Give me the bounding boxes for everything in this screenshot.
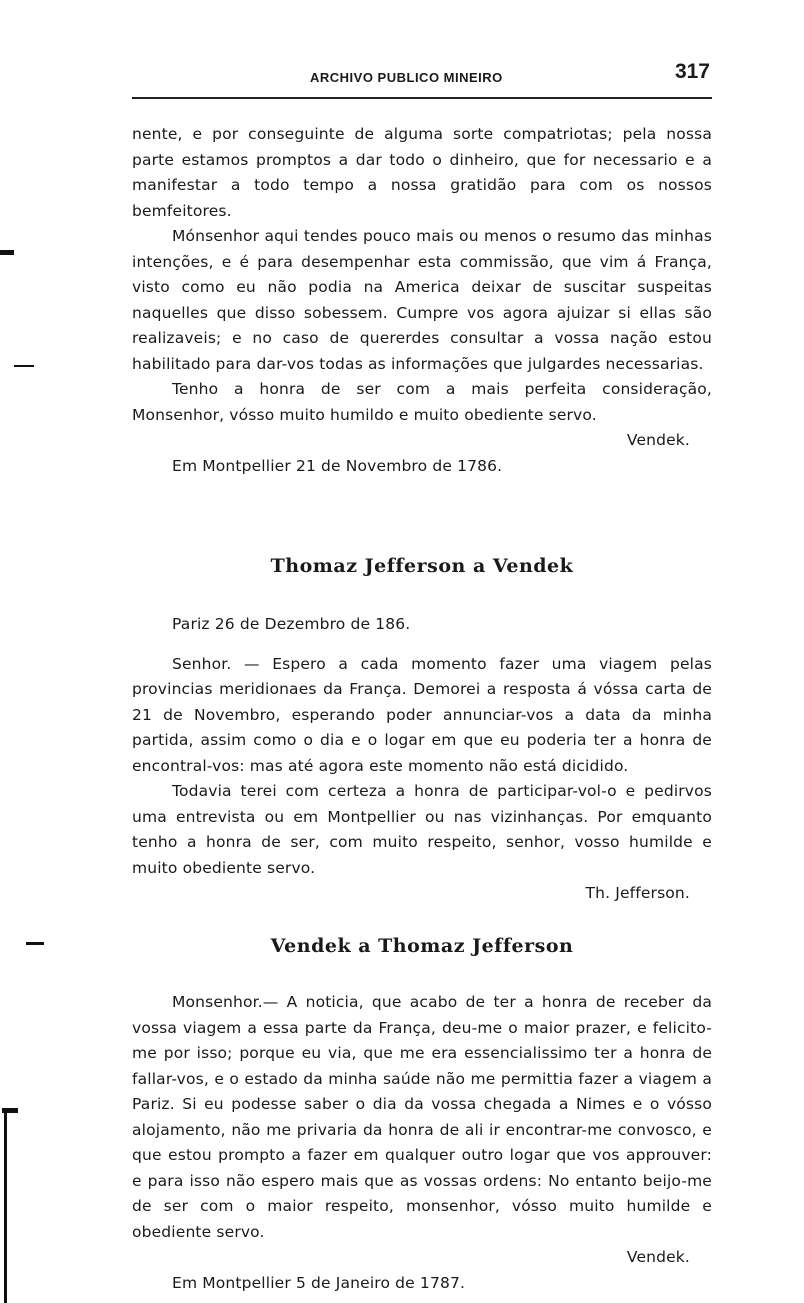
letter-2-body: [132, 612, 712, 907]
signature: Vendek.: [626, 1248, 690, 1266]
paragraph: Senhor. — Espero a cada momento fazer uma viagem pelas provincias meridionaes da França. Demorei a resposta á vóssa carta de 21 de Novembro, esperando poder annunciar-vos a data da minha partida, assim como o dia e o logar em que eu poderia ter a honra de encontral-vos: mas até agora este momento não está dicidido.: [132, 654, 712, 775]
running-title: ARCHIVO PUBLICO MINEIRO: [310, 70, 503, 85]
signature: Vendek.: [626, 431, 690, 449]
scan-edge-mark: [4, 1113, 7, 1303]
letter-heading: Vendek a Thomaz Jefferson: [270, 935, 574, 957]
paragraph: Tenho a honra de ser com a mais perfeita consideração, Monsenhor, vósso muito humildo e muito obediente servo.: [132, 380, 712, 424]
page-header: [132, 60, 712, 96]
signature: Th. Jefferson.: [585, 884, 690, 902]
paragraph: Todavia terei com certeza a honra de participar-vol-o e pedirvos uma entrevista ou em Montpellier ou nas vizinhanças. Por emquanto tenho a honra de ser, com muito respeito, senhor, vosso humilde e muito obediente servo.: [132, 782, 712, 877]
page-number: 317: [674, 60, 710, 83]
scan-edge-mark: [26, 942, 44, 945]
paragraph: nente, e por conseguinte de alguma sorte compatriotas; pela nossa parte estamos promptos a dar todo o dinheiro, que for necessario e a manifestar a todo tempo a nossa gratidão para com os nossos bemfeitores.: [132, 125, 712, 220]
date-line: Em Montpellier 21 de Novembro de 1786.: [172, 456, 503, 475]
letter-3-body: [132, 990, 712, 1296]
letter-heading: Thomaz Jefferson a Vendek: [270, 555, 574, 577]
date-line: Em Montpellier 5 de Janeiro de 1787.: [172, 1273, 466, 1292]
header-rule: [132, 97, 712, 99]
paragraph: Mónsenhor aqui tendes pouco mais ou menos o resumo das minhas intenções, e é para desempenhar esta commissão, que vim á França, visto como eu não podia na America deixar de suscitar suspeitas naquelles que disso sobessem. Cumpre vos agora ajuizar si ellas são realizaveis; e no caso de quererdes consultar a vossa nação estou habilitado para dar-vos todas as informações que julgardes necessarias.: [132, 227, 712, 373]
letter-1-continuation: [132, 122, 712, 479]
scan-edge-mark: [0, 250, 14, 255]
scan-edge-mark: [14, 365, 34, 367]
paragraph: Monsenhor.— A noticia, que acabo de ter a honra de receber da vossa viagem a essa parte da França, deu-me o maior prazer, e felicito-me por isso; porque eu via, que me era essencialissimo ter a honra de fallar-vos, e o estado da minha saúde não me permittia fazer a viagem a Pariz. Si eu podesse saber o dia da vossa chegada a Nimes e o vósso alojamento, não me privaria da honra de ali ir encontrar-me convosco, e que estou prompto a fazer em qualquer outro logar que vos approuver: e para isso não espero mais que as vossas ordens: No entanto beijo-me de ser com o maior respeito, monsenhor, vósso muito humilde e obediente servo.: [132, 993, 712, 1241]
dateline: Pariz 26 de Dezembro de 186.: [172, 615, 411, 633]
